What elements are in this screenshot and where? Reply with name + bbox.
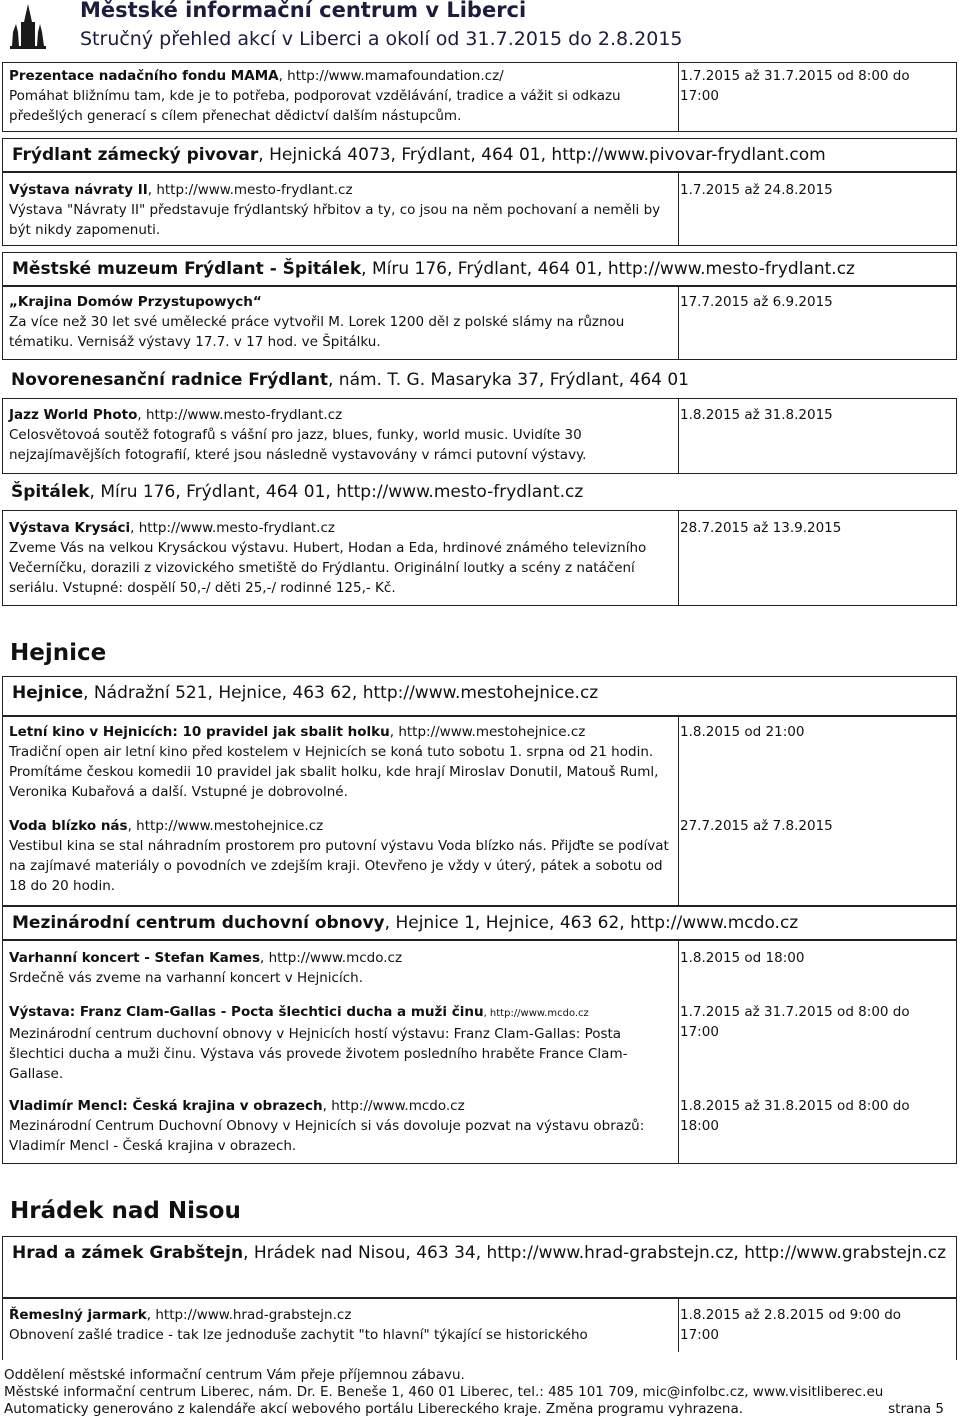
event-description: Za více než 30 let své umělecké práce vytvořil M. Lorek 1200 děl z polské slámy na různou tématiku. Vernisáž výstavy 17.7. v 17 hod. ve Špitálku. (9, 314, 625, 350)
column-divider (678, 1298, 679, 1352)
event-date: 1.8.2015 až 2.8.2015 od 9:00 do 17:00 (680, 1307, 902, 1343)
event-mama (9, 66, 671, 126)
footer-line: Městské informační centrum Liberec, nám. Dr. E. Beneše 1, 460 01 Liberec, tel.: 485 101 709, mic@infolbc.cz, www.visitliberec.eu (4, 1384, 884, 1400)
page-number: strana 5 (888, 1401, 944, 1417)
event-date: 27.7.2015 až 7.8.2015 (680, 818, 833, 834)
event-date: 1.8.2015 až 31.8.2015 (680, 407, 833, 423)
page-footer (4, 1367, 954, 1418)
event-clam-gallas (9, 1002, 671, 1084)
event-navraty (9, 180, 671, 240)
venue-header (2, 906, 957, 940)
event-description: Mezinárodní Centrum Duchovní Obnovy v Hejnicích si vás dovoluje pozvat na výstavu obrazů: Vladimír Mencl - Česká krajina v obrazech. (9, 1118, 645, 1154)
city-heading: Hrádek nad Nisou (10, 1198, 241, 1224)
event-description: Tradiční open air letní kino před kostelem v Hejnicích se koná tuto sobotu 1. srpna od 21 hodin. Promítáme českou komedii 10 pravidel jak sbalit holku, kde hrají Miroslav Donutil, Matouš Ruml, Veronika Kubařová a další. Vstupné je dobrovolné. (9, 744, 659, 800)
footer-line: Oddělení městské informační centrum Vám přeje příjemnou zábavu. (4, 1367, 465, 1383)
event-description: Pomáhat bližnímu tam, kde je to potřeba, podporovat vzdělávání, tradice a vážit si odkazu předešlých generací s cílem přenechat dědictví dalším nástupcům. (9, 88, 621, 124)
city-hall-logo (8, 2, 48, 50)
column-divider (678, 286, 679, 360)
event-url[interactable]: , http://www.hrad-grabstejn.cz (146, 1307, 352, 1323)
event-date: 1.7.2015 až 24.8.2015 (680, 182, 833, 198)
column-divider (678, 398, 679, 474)
event-mencl (9, 1096, 671, 1156)
venue-address: , Nádražní 521, Hejnice, 463 62, http://www.mestohejnice.cz (83, 683, 599, 703)
event-title: Prezentace nadačního fondu MAMA (9, 68, 279, 84)
event-description: Výstava "Návraty II" představuje frýdlantský hřbitov a ty, co jsou na něm pochovaní a neměli by být nikdy zapomenuti. (9, 202, 661, 238)
event-description: Obnovení zašlé tradice - tak lze jednoduše zachytit "to hlavní" týkající se historického (9, 1327, 588, 1343)
event-krysaci (9, 518, 671, 598)
venue-address: , nám. T. G. Masaryka 37, Frýdlant, 464 01 (328, 370, 689, 390)
event-title: Výstava Krysáci (9, 520, 131, 536)
event-url[interactable]: , http://www.mcdo.cz (322, 1098, 465, 1114)
page-title: Městské informační centrum v Liberci (80, 0, 527, 22)
venue-header (2, 252, 957, 286)
event-url[interactable]: , http://www.mesto-frydlant.cz (137, 407, 343, 423)
venue-address: , Hrádek nad Nisou, 463 34, http://www.hrad-grabstejn.cz, http://www.grabstejn.cz (243, 1243, 946, 1263)
event-description: Srdečně vás zveme na varhanní koncert v Hejnicích. (9, 970, 363, 986)
column-divider (678, 172, 679, 246)
page-subtitle: Stručný přehled akcí v Liberci a okolí od 31.7.2015 do 2.8.2015 (80, 28, 683, 50)
event-title: Výstava návraty II (9, 182, 148, 198)
event-title: Jazz World Photo (9, 407, 138, 423)
event-url[interactable]: , http://www.mestohejnice.cz (389, 724, 586, 740)
venue-address: , Hejnická 4073, Frýdlant, 464 01, http://www.pivovar-frydlant.com (258, 145, 826, 165)
event-description: Celosvětovoá soutěž fotografů s vášní pro jazz, blues, funky, world music. Uvidíte 30 nejzajímavějších fotografií, které jsou následně vystavovány v rámci putovní výstavy. (9, 427, 587, 463)
event-jarmark (9, 1305, 671, 1345)
event-kino (9, 722, 671, 802)
event-date: 1.7.2015 až 31.7.2015 od 8:00 do 17:00 (680, 68, 910, 104)
event-url[interactable]: , http://www.mesto-frydlant.cz (147, 182, 353, 198)
venue-name: Novorenesanční radnice Frýdlant (11, 370, 328, 390)
event-jazz (9, 405, 671, 465)
event-url[interactable]: , http://www.mcdo.cz (259, 950, 403, 966)
venue-name: Frýdlant zámecký pivovar (12, 145, 259, 165)
column-divider (678, 510, 679, 606)
event-description: Mezinárodní centrum duchovní obnovy v Hejnicích hostí výstavu: Franz Clam-Gallas: Posta šlechtici ducha a muži činu. Výstava vás provede životem posledního hraběte France Clam-Gallase. (9, 1026, 628, 1082)
venue-name: Hrad a zámek Grabštejn (12, 1243, 244, 1263)
venue-address: , Hejnice 1, Hejnice, 463 62, http://www.mcdo.cz (384, 913, 799, 933)
event-url[interactable]: , http://www.mestohejnice.cz (127, 818, 324, 834)
event-title: Výstava: Franz Clam-Gallas - Pocta šlechtici ducha a muži činu (9, 1004, 484, 1020)
event-date: 1.8.2015 až 31.8.2015 od 8:00 do 18:00 (680, 1098, 910, 1134)
event-title: Varhanní koncert - Stefan Kames (9, 950, 260, 966)
event-date: 1.8.2015 od 18:00 (680, 950, 805, 966)
event-title: Letní kino v Hejnicích: 10 pravidel jak sbalit holku (9, 724, 390, 740)
venue-name: Městské muzeum Frýdlant - Špitálek (12, 259, 362, 279)
footer-line (4, 1401, 954, 1418)
event-date: 17.7.2015 až 6.9.2015 (680, 294, 833, 310)
venue-header (2, 1236, 957, 1298)
venue-name: Hejnice (12, 683, 84, 703)
event-title: Řemeslný jarmark (9, 1307, 147, 1323)
event-url[interactable]: , http://www.mamafoundation.cz/ (278, 68, 504, 84)
event-title: Voda blízko nás (9, 818, 128, 834)
event-krajina (9, 292, 671, 352)
venue-header (2, 476, 957, 510)
column-divider (678, 940, 679, 1164)
event-date: 1.8.2015 od 21:00 (680, 724, 805, 740)
venue-header (2, 676, 957, 716)
venue-address: , Míru 176, Frýdlant, 464 01, http://www.mesto-frydlant.cz (361, 259, 855, 279)
event-title: „Krajina Domów Przystupowych“ (9, 294, 262, 310)
venue-header (2, 138, 957, 172)
venue-name: Špitálek (11, 482, 90, 502)
city-heading: Hejnice (10, 640, 107, 666)
event-date: 28.7.2015 až 13.9.2015 (680, 520, 842, 536)
column-divider (678, 716, 679, 906)
event-url[interactable]: , http://www.mesto-frydlant.cz (130, 520, 335, 536)
venue-name: Mezinárodní centrum duchovní obnovy (12, 913, 385, 933)
event-description: Zveme Vás na velkou Krysáckou výstavu. Hubert, Hodan a Eda, hrdinové známého televizního Večerníčku, dorazili z vizovického smetiště do Frýdlantu. Originální loutky a scény z natáčení seriálu. Vstupné: dospělí 50,-/ děti 25,-/ rodinné 125,- Kč. (9, 540, 647, 596)
event-varhany (9, 948, 671, 988)
event-date: 1.7.2015 až 31.7.2015 od 8:00 do 17:00 (680, 1004, 910, 1040)
column-divider (678, 62, 679, 132)
venue-header (2, 364, 957, 398)
event-description: Vestibul kina se stal náhradním prostorem pro putovní výstavu Voda blízko nás. Přijďte se podívat na zajímavé materiály o povodních ve zdejším kraji. Otevřeno je vždy v úterý, pátek a sobotu od 18 do 20 hodin. (9, 838, 669, 894)
event-voda (9, 816, 671, 896)
venue-address: , Míru 176, Frýdlant, 464 01, http://www.mesto-frydlant.cz (89, 482, 584, 502)
event-title: Vladimír Mencl: Česká krajina v obrazech (9, 1098, 323, 1114)
event-url[interactable]: , http://www.mcdo.cz (483, 1008, 589, 1019)
footer-note: Automaticky generováno z kalendáře akcí webového portálu Libereckého kraje. Změna programu vyhrazena. (4, 1401, 744, 1417)
